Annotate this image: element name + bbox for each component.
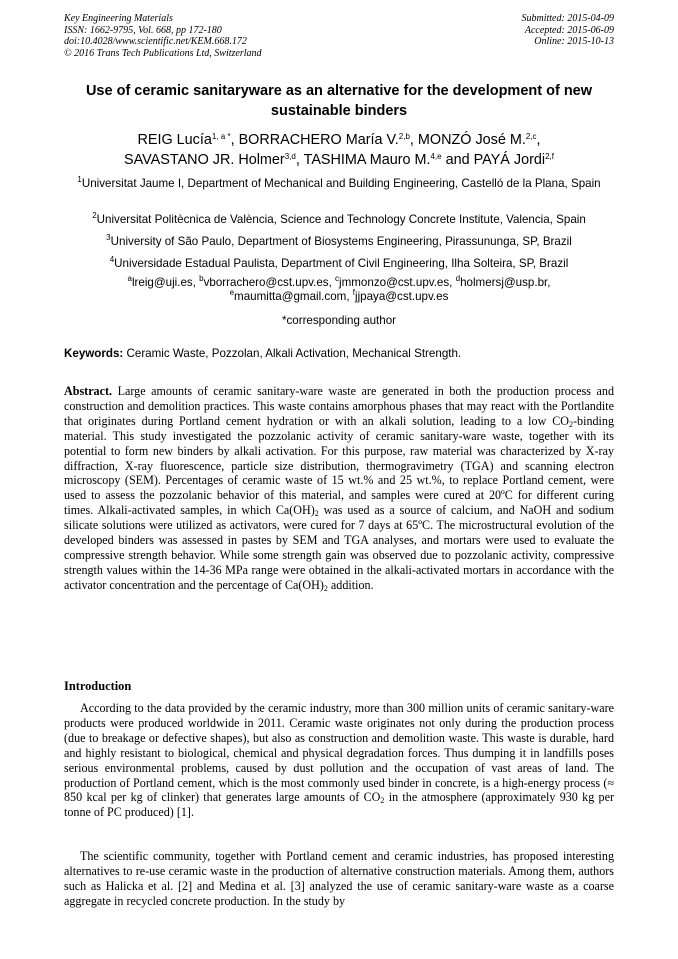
- author-affiliation-mark: 2,c: [525, 132, 537, 141]
- affiliation-3: $^3$University of São Paulo, Department of Biosystems Engineering, Pirassununga, SP, Brazil: [106, 233, 572, 248]
- author-name: TASHIMA Mauro M.: [303, 152, 431, 168]
- affiliation-4: $^4$Universidade Estadual Paulista, Department of Civil Engineering, Ilha Solteira, SP, Brazil: [109, 255, 569, 270]
- affiliation-2: $^2$Universitat Politècnica de València, Science and Technology Concrete Institute, Valencia, Spain: [92, 211, 586, 226]
- author-affiliation-mark: 1, a *: [211, 132, 231, 141]
- email-link[interactable]: holmersj@usp.br: [460, 276, 548, 289]
- abstract-label: Abstract.: [64, 384, 113, 398]
- introduction-paragraph-1: According to the data provided by the ceramic industry, more than 300 million units of ceramic sanitary-ware products were produced worldwide in 2011. Ceramic waste originates not only during the production process (due to breakage or defective shapes), but also as construction and demolition waste. This waste is durable, hard and highly resistant to biological, chemical and physical degradation forces. Thus dumping it in landfills poses serious environmental problems, caused by dust pollution and the occupation of vast areas of land. The production of Portland cement, which is the most commonly used binder in concrete, is a high-energy process (≈ 850 kcal per kg of clinker) that generates large amounts of $CO_2$ in the atmosphere (approximately 930 kg per tonne of PC produced) [1].: [64, 701, 614, 820]
- copyright-line: © 2016 Trans Tech Publications Ltd, Switzerland: [64, 47, 262, 59]
- email-list: $^a$lreig@uji.es, $^b$vborrachero@cst.upv.es, $^c$jmmonzo@cst.upv.es, $^d$holmersj@usp.br, $^e$maumitta@gmail.com, $^f$jjpaya@cst.upv.es: [127, 274, 551, 303]
- issn-line: ISSN: 1662-9795, Vol. 668, pp 172-180: [64, 24, 222, 36]
- dates-info: [522, 13, 615, 48]
- keywords: [64, 346, 614, 361]
- keywords-label: Keywords:: [64, 347, 124, 360]
- email-link[interactable]: lreig@uji.es: [131, 276, 193, 289]
- email-link[interactable]: maumitta@gmail.com: [234, 290, 347, 303]
- paper-title: Use of ceramic sanitaryware as an alternative for the development of new sustainable binders: [85, 83, 593, 119]
- accepted-date: Accepted: 2015-06-09: [524, 24, 614, 36]
- section-heading-introduction: Introduction: [64, 679, 132, 693]
- author-name: REIG Lucía: [137, 132, 212, 148]
- journal-info: [64, 13, 262, 59]
- journal-name: Key Engineering Materials: [64, 13, 173, 24]
- affiliation-1: $^1$Universitat Jaume I, Department of Mechanical and Building Engineering, Castelló de la Plana, Spain: [77, 175, 601, 190]
- email-link[interactable]: jmmonzo@cst.upv.es: [339, 276, 450, 289]
- submitted-date: Submitted: 2015-04-09: [521, 13, 614, 24]
- author-name: MONZÓ José M.: [417, 132, 526, 148]
- author-affiliation-mark: 2,b: [398, 132, 410, 141]
- doi-line: doi:10.4028/www.scientific.net/KEM.668.172: [64, 36, 247, 47]
- author-list: REIG Lucía$^{1, a *}$, BORRACHERO María V.$^{2,b}$, MONZÓ José M.$^{2,c}$, SAVASTANO JR. Holmer$^{3,d}$, TASHIMA Mauro M.$^{4,e}$ and PAYÁ Jordi$^{2,f}$: [124, 132, 554, 168]
- author-affiliation-mark: 3,d: [284, 152, 296, 161]
- email-link[interactable]: jjpaya@cst.upv.es: [355, 290, 449, 303]
- email-link[interactable]: vborrachero@cst.upv.es: [203, 276, 329, 289]
- online-date: Online: 2015-10-13: [534, 36, 614, 47]
- corresponding-author-note: *corresponding author: [281, 314, 397, 327]
- author-name: PAYÁ Jordi: [473, 152, 546, 168]
- author-affiliation-mark: 4,e: [430, 152, 442, 161]
- author-affiliation-mark: 2,f: [545, 152, 554, 161]
- keywords-text: Ceramic Waste, Pozzolan, Alkali Activation, Mechanical Strength.: [123, 347, 462, 360]
- author-name: SAVASTANO JR. Holmer: [124, 152, 285, 168]
- author-name: BORRACHERO María V.: [238, 132, 399, 148]
- introduction-paragraph-2: The scientific community, together with Portland cement and ceramic industries, has proposed interesting alternatives to re-use ceramic waste in the production of alternative construction materials. Among them, authors such as Halicka et al. [2] and Medina et al. [3] analyzed the use of ceramic sanitary-ware waste as a coarse aggregate in recycled concrete production. In the study by: [64, 849, 614, 908]
- abstract: Abstract. Large amounts of ceramic sanitary-ware waste are generated in both the production process and construction and demolition practices. This waste contains amorphous phases that may react with the Portlandite that originates during Portland cement hydration or with an alkali solution, leading to a low $CO_2$-binding material. This study investigated the pozzolanic activity of ceramic sanitary-ware waste, together with its potential to form new binders by alkali activation. For this purpose, raw material was characterized by X-ray diffraction, X-ray fluorescence, particle size distribution, thermogravimetry (TGA) and scanning electron microscopy (SEM). Percentages of ceramic waste of 15 wt.% and 25 wt.%, to replace Portland cement, were used to assess the pozzolanic behavior of this material, and samples were cured at 20ºC for different curing times. Alkali-activated samples, in which $Ca(OH)_2$ was used as a source of calcium, and NaOH and sodium silicate solutions were utilized as activators, were cured for 7 days at 65ºC. The microstructural evolution of the developed binders was assessed in pastes by SEM and TGA analyses, and mortars were used to evaluate the compressive strength behavior. While some strength gain was observed due to pozzolanic activity, compressive strength values within the 14-36 MPa range were obtained in the alkali-activated mortars in accordance with the activator concentration and the percentage of $Ca(OH)_2$ addition.: [64, 384, 614, 593]
